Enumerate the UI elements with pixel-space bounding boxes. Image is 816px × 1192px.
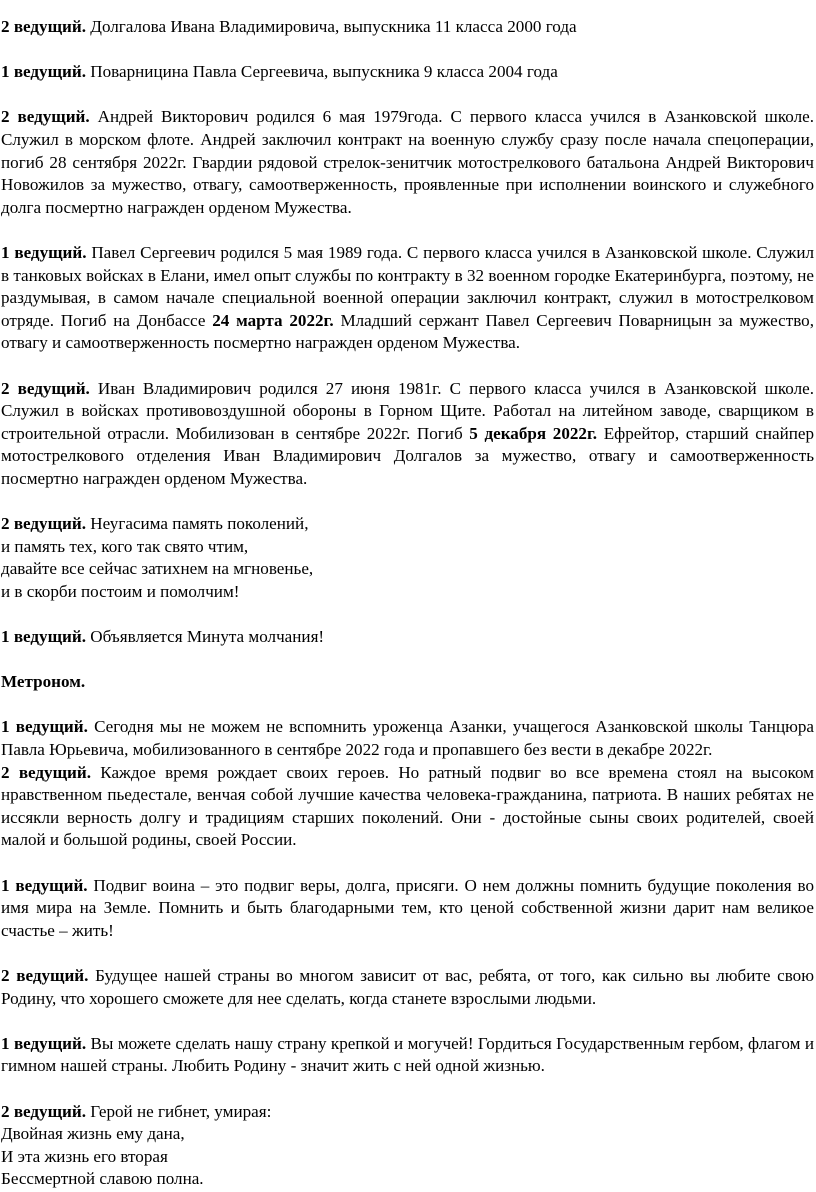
poem-1 xyxy=(1,513,814,603)
speaker-label: 1 ведущий. xyxy=(1,627,87,647)
speaker-label: 2 ведущий. xyxy=(1,965,89,985)
paragraph-text: Вы можете сделать нашу страну крепкой и могучей! Гордиться Государственным гербом, флагом и гимном нашей страны. Любить Родину - значит жить с ней одной жизнью. xyxy=(1,1033,814,1076)
speaker-label: 2 ведущий. xyxy=(1,378,90,398)
paragraph-11 xyxy=(1,875,814,943)
speaker-label: 1 ведущий. xyxy=(1,242,87,262)
paragraph-9 xyxy=(1,716,814,761)
paragraph-text: Долгалова Ивана Владимировича, выпускника 11 класса 2000 года xyxy=(86,17,577,36)
paragraph-text: Иван Владимирович родился 27 июня 1981г. С первого класса учился в Азанковской школе. Служил в войсках противовоздушной обороны в Горном Щите. Работал на литейном заводе, сварщиком в строительной отрасли. Мобилизован в сентябре 2022г. Погиб xyxy=(1,378,814,443)
paragraph-1 xyxy=(1,16,814,39)
poem-line: 2 ведущий. Герой не гибнет, умирая: xyxy=(1,1101,272,1121)
poem-line: И эта жизнь его вторая xyxy=(1,1146,168,1166)
paragraph-13 xyxy=(1,1033,814,1078)
paragraph-3 xyxy=(1,106,814,219)
paragraph-4 xyxy=(1,242,814,355)
paragraph-text: Каждое время рождает своих героев. Но ратный подвиг во все времена стоял на высоком нравственном пьедестале, венчая собой лучшие качества человека-гражданина, патриота. В наших ребятах не иссякли верность долгу и традициям старших поколений. Они - достойные сыны своих родителей, своей малой и большой родины, своей России. xyxy=(1,762,814,850)
speaker-label: 1 ведущий. xyxy=(1,1033,87,1053)
paragraph-7 xyxy=(1,626,814,649)
speaker-label: 2 ведущий. xyxy=(1,1101,87,1121)
paragraph-10 xyxy=(1,762,814,852)
speaker-label: 2 ведущий. xyxy=(1,762,92,782)
poem-line: и в скорби постоим и помолчим! xyxy=(1,581,240,601)
speaker-label: 1 ведущий. xyxy=(1,875,88,895)
paragraph-text: Будущее нашей страны во многом зависит от вас, ребята, от того, как сильно вы любите свою Родину, что хорошего сможете для нее сделать, когда станете взрослыми людьми. xyxy=(1,965,814,1008)
poem-line: Двойная жизнь ему дана, xyxy=(1,1124,185,1144)
poem-line: давайте все сейчас затихнем на мгновенье, xyxy=(1,559,314,579)
speaker-label: 1 ведущий. xyxy=(1,717,88,737)
stage-direction: Метроном. xyxy=(1,672,86,692)
date-highlight: 24 марта 2022г. xyxy=(212,310,334,330)
paragraph-2 xyxy=(1,61,814,84)
paragraph-5 xyxy=(1,378,814,491)
poem-2 xyxy=(1,1101,814,1191)
paragraph-text: Поварницина Павла Сергеевича, выпускника 9 класса 2004 года xyxy=(86,62,558,82)
paragraph-text: Младший сержант Павел Сергеевич Поварницын за мужество, отвагу и самоотверженность посмертно награжден орденом Мужества. xyxy=(1,310,814,353)
poem-line: 2 ведущий. Неугасима память поколений, xyxy=(1,514,309,534)
poem-line: и память тех, кого так свято чтим, xyxy=(1,536,249,556)
paragraph-text: Андрей Викторович родился 6 мая 1979года. С первого класса учился в Азанковской школе. Служил в морском флоте. Андрей заключил контракт на военную службу сразу после начала спецоперации, погиб 28 сентября 2022г. Гвардии рядовой стрелок-зенитчик мотострелкового батальона Андрей Викторович Новожилов за мужество, отвагу, самоотверженность, проявленные при исполнении воинского и служебного долга посмертно награжден орденом Мужества. xyxy=(1,107,814,217)
paragraph-12 xyxy=(1,965,814,1010)
paragraph-text: Сегодня мы не можем не вспомнить уроженца Азанки, учащегося Азанковской школы Танцюра Павла Юрьевича, мобилизованного в сентябре 2022 года и пропавшего без вести в декабре 2022г. xyxy=(1,717,814,759)
paragraph-text: Ефрейтор, старший снайпер мотострелкового отделения Иван Владимирович Долгалов за мужество, отвагу и самоотверженность посмертно награжден орденом Мужества. xyxy=(1,423,814,488)
speaker-label: 2 ведущий. xyxy=(1,17,87,36)
paragraph-text: Объявляется Минута молчания! xyxy=(86,627,325,647)
paragraph-text: Павел Сергеевич родился 5 мая 1989 года. С первого класса учился в Азанковской школе. Служил в танковых войсках в Елани, имел опыт службы по контракту в 32 военном городке Екатеринбурга, поэтому, не раздумывая, в самом начале специальной военной операции заключил контракт, служил в мотострелковом отряде. Погиб на Донбассе xyxy=(1,242,814,330)
paragraph-metronome xyxy=(1,671,814,694)
speaker-label: 1 ведущий. xyxy=(1,62,87,82)
poem-line: Бессмертной славою полна. xyxy=(1,1169,204,1189)
date-highlight: 5 декабря 2022г. xyxy=(469,423,598,443)
speaker-label: 2 ведущий. xyxy=(1,107,90,127)
paragraph-text: Подвиг воина – это подвиг веры, долга, присяги. О нем должны помнить будущие поколения во имя мира на Земле. Помнить и быть благодарными тем, кто ценой собственной жизни дарит нам великое счастье – жить! xyxy=(1,875,814,940)
speaker-label: 2 ведущий. xyxy=(1,514,87,534)
